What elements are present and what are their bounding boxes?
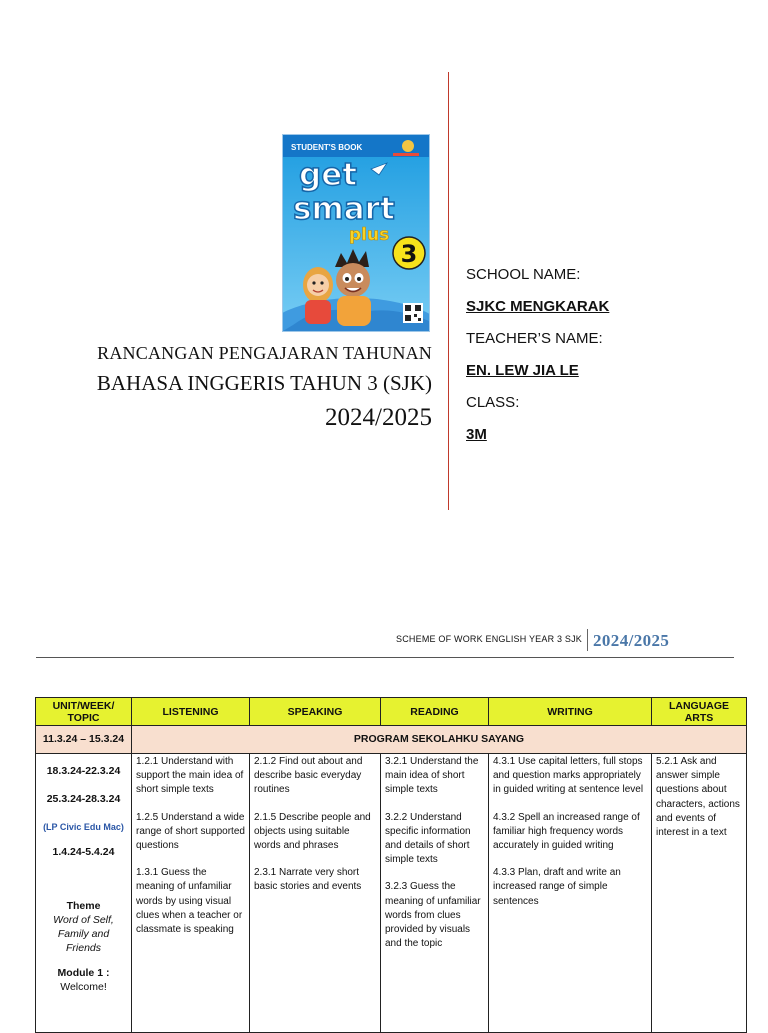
writing-cell [489, 754, 652, 1033]
vertical-divider [448, 72, 449, 510]
theme-text: Friends [65, 942, 101, 955]
scheme-underline [36, 657, 734, 658]
book-label: STUDENT'S BOOK [291, 143, 363, 152]
learning-standard: 3.2.3 Guess the meaning of unfamiliar words from clues provided by visuals and the topic [385, 881, 481, 950]
book-cover-illustration [283, 135, 429, 331]
listening-cell [132, 754, 250, 1033]
table-header-row [36, 698, 747, 726]
school-name-label: SCHOOL NAME: [466, 266, 581, 283]
book-level-number: 3 [400, 240, 418, 268]
header-language-arts: LANGUAGE ARTS [652, 698, 747, 726]
book-title-get: get [299, 157, 358, 193]
language-arts-cell [652, 754, 747, 1033]
learning-standard: 4.3.1 Use capital letters, full stops and question marks appropriately in guided writing at sentence level [493, 756, 644, 796]
table-row [36, 754, 747, 1033]
week-date: 25.3.24-28.3.24 [46, 793, 121, 806]
learning-standard: 5.2.1 Ask and answer simple questions about characters, actions and events of interest in a text [656, 756, 740, 839]
header-writing: WRITING [489, 698, 652, 726]
document-title-line1: RANCANGAN PENGAJARAN TAHUNAN [97, 343, 432, 363]
module-name: Welcome! [60, 980, 107, 993]
learning-standard: 1.3.1 Guess the meaning of unfamiliar words by using visual clues when a teacher or classmate is speaking [136, 867, 243, 936]
module-label: Module 1 : [57, 966, 110, 979]
program-row [36, 726, 747, 754]
learning-standard: 4.3.2 Spell an increased range of familiar high frequency words accurately in guided writing [493, 811, 640, 852]
reading-cell [381, 754, 489, 1033]
learning-standard: 1.2.1 Understand with support the main idea of short simple texts [136, 756, 244, 796]
book-title-smart: smart [293, 191, 395, 227]
speaking-cell [250, 754, 381, 1033]
document-title-line2: BAHASA INGGERIS TAHUN 3 (SJK) [96, 371, 432, 395]
learning-standard: 4.3.3 Plan, draft and write an increased range of simple sentences [493, 867, 621, 907]
theme-text: Family and [57, 928, 110, 941]
header-unit: UNIT/WEEK/ TOPIC [36, 698, 132, 726]
scheme-of-work-table [35, 697, 747, 1033]
header-listening: LISTENING [132, 698, 250, 726]
learning-standard: 3.2.2 Understand specific information and details of short simple texts [385, 811, 471, 866]
program-title: PROGRAM SEKOLAHKU SAYANG [132, 726, 747, 754]
school-name-value: SJKC MENGKARAK [466, 298, 610, 315]
learning-standard: 1.2.5 Understand a wide range of short supported questions [136, 811, 245, 852]
scheme-of-work-label: SCHEME OF WORK ENGLISH YEAR 3 SJK [396, 634, 582, 644]
scheme-of-work-year: 2024/2025 [593, 631, 670, 650]
week-date: 18.3.24-22.3.24 [46, 765, 121, 777]
header-speaking: SPEAKING [250, 698, 381, 726]
scheme-separator [587, 629, 588, 651]
teacher-name-value: EN. LEW JIA LE [466, 362, 579, 379]
unit-week-topic-cell [36, 754, 132, 1033]
theme-label: Theme [66, 899, 101, 912]
class-label: CLASS: [466, 394, 520, 411]
lp-note: (LP Civic Edu Mac) [43, 822, 124, 833]
teacher-name-label: TEACHER’S NAME: [466, 330, 603, 347]
book-cover-image [282, 134, 430, 332]
learning-standard: 2.1.5 Describe people and objects using suitable words and phrases [254, 811, 371, 852]
book-title-plus: plus [349, 225, 390, 245]
learning-standard: 2.1.2 Find out about and describe basic everyday routines [254, 756, 363, 796]
header-reading: READING [381, 698, 489, 726]
class-value: 3M [466, 426, 487, 443]
learning-standard: 2.3.1 Narrate very short basic stories and events [254, 867, 362, 893]
week-date: 1.4.24-5.4.24 [52, 845, 115, 858]
learning-standard: 3.2.1 Understand the main idea of short simple texts [385, 756, 479, 796]
theme-text: Word of Self, [53, 914, 114, 927]
program-date: 11.3.24 – 15.3.24 [36, 726, 132, 754]
document-title-year: 2024/2025 [325, 404, 432, 431]
